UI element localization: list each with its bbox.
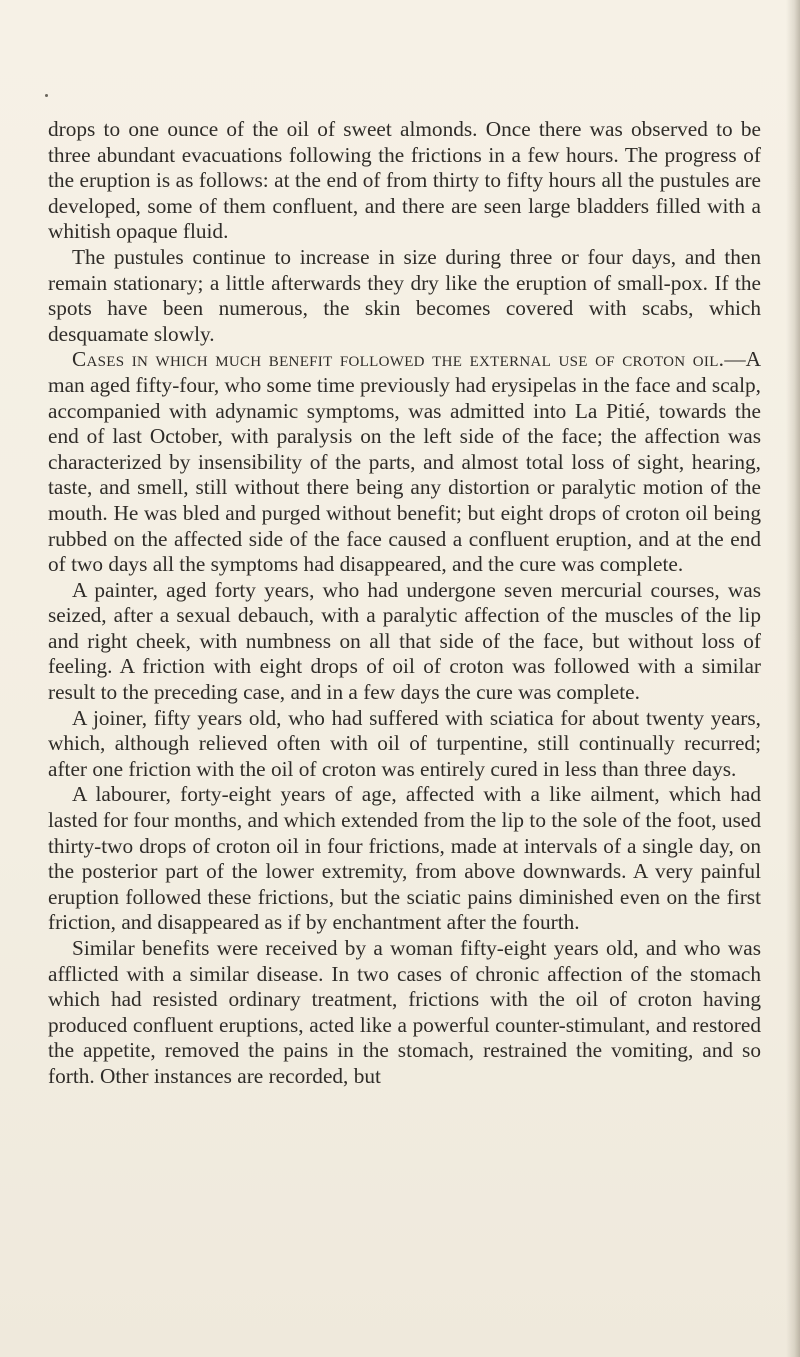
print-speck: [45, 94, 48, 97]
paragraph-4: A painter, aged forty years, who had undergone seven mercurial courses, was seized, after a sexual debauch, with a paralytic affection of the muscles of the lip and right cheek, with numbness on all that side of the face, but without loss of feeling. A friction with eight drops of oil of croton was followed with a similar result to the preceding case, and in a few days the cure was complete.: [48, 577, 761, 705]
paragraph-7: Similar benefits were received by a woman fifty-eight years old, and who was afflicted with a similar disease. In two cases of chronic affection of the stomach which had resisted ordinary treatment, frictions with the oil of croton having produced confluent eruptions, acted like a powerful counter-stimulant, and restored the appetite, removed the pains in the stomach, restrained the vomiting, and so forth. Other instances are recorded, but: [48, 936, 761, 1088]
page-edge-shadow: [786, 0, 800, 1357]
section-heading: Cases in which much benefit followed the external use of croton oil.: [72, 347, 725, 372]
paragraph-6: A labourer, forty-eight years of age, affected with a like ailment, which had lasted for four months, and which extended from the lip to the sole of the foot, used thirty-two drops of croton oil in four frictions, made at intervals of a single day, on the posterior part of the lower extremity, from above downwards. A very painful eruption followed these frictions, but the sciatic pains diminished even on the first friction, and disappeared as if by enchantment after the fourth.: [48, 782, 761, 935]
paragraph-2: The pustules continue to increase in size during three or four days, and then remain stationary; a little afterwards they dry like the eruption of small-pox. If the spots have been numerous, the skin becomes covered with scabs, which desquamate slowly.: [48, 244, 761, 346]
body-text: [48, 117, 761, 1090]
paragraph-1: drops to one ounce of the oil of sweet almonds. Once there was observed to be three abundant evacuations following the frictions in a few hours. The progress of the eruption is as follows: at the end of from thirty to fifty hours all the pustules are developed, some of them confluent, and there are seen large bladders filled with a whitish opaque fluid.: [48, 117, 761, 244]
paragraph-3: [48, 347, 761, 577]
paragraph-3-text: —A man aged fifty-four, who some time previously had erysipelas in the face and scalp, accompanied with adynamic symptoms, was admitted into La Pitié, towards the end of last October, with paralysis on the left side of the face; the affection was characterized by insensibility of the parts, and almost total loss of sight, hearing, taste, and smell, still without there being any distortion or paralytic motion of the mouth. He was bled and purged without benefit; but eight drops of croton oil being rubbed on the affected side of the face caused a confluent eruption, and at the end of two days all the symptoms had disappeared, and the cure was complete.: [48, 347, 761, 577]
paragraph-5: A joiner, fifty years old, who had suffered with sciatica for about twenty years, which, although relieved often with oil of turpentine, still continually recurred; after one friction with the oil of croton was entirely cured in less than three days.: [48, 705, 761, 781]
